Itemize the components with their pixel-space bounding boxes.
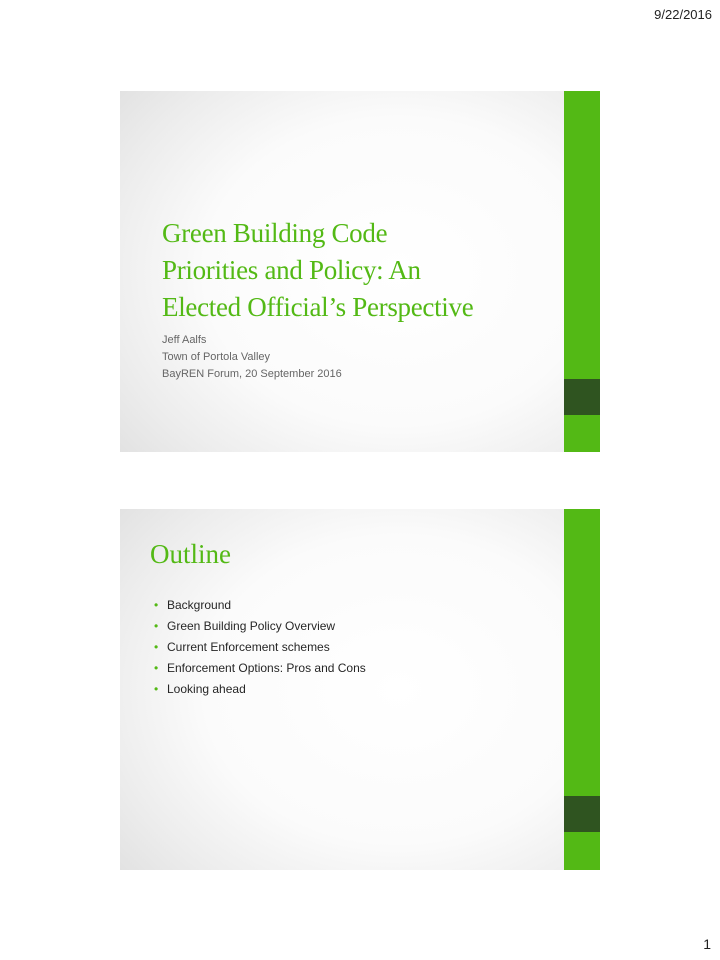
outline-bullet-list (154, 595, 366, 700)
bullet-icon: • (154, 598, 159, 612)
bullet-text: Background (167, 598, 232, 612)
bullet-icon: • (154, 640, 159, 654)
bullet-icon: • (154, 682, 159, 696)
page-number: 1 (703, 936, 711, 952)
slide-title-heading (162, 215, 562, 326)
outline-bullet-item (154, 637, 366, 658)
outline-bullet-item (154, 616, 366, 637)
accent-block (564, 379, 600, 415)
outline-bullet-item (154, 679, 366, 700)
slide-outline (120, 509, 600, 870)
slide-title (120, 91, 600, 452)
title-line: Green Building Code (162, 218, 388, 248)
bullet-text: Enforcement Options: Pros and Cons (167, 661, 366, 675)
outline-bullet-item (154, 658, 366, 679)
event-info: BayREN Forum, 20 September 2016 (162, 368, 342, 380)
outline-bullet-item (154, 595, 366, 616)
bullet-text: Current Enforcement schemes (167, 640, 330, 654)
outline-heading: Outline (150, 539, 231, 569)
title-line: Elected Official’s Perspective (162, 292, 474, 322)
presenter-organization: Town of Portola Valley (162, 351, 271, 363)
page-date: 9/22/2016 (654, 7, 712, 22)
bullet-text: Green Building Policy Overview (167, 619, 336, 633)
accent-block (564, 796, 600, 832)
bullet-icon: • (154, 619, 159, 633)
bullet-icon: • (154, 661, 159, 675)
title-line: Priorities and Policy: An (162, 255, 421, 285)
slide-subtitle (162, 332, 342, 383)
bullet-text: Looking ahead (167, 682, 246, 696)
presenter-name: Jeff Aalfs (162, 334, 207, 346)
